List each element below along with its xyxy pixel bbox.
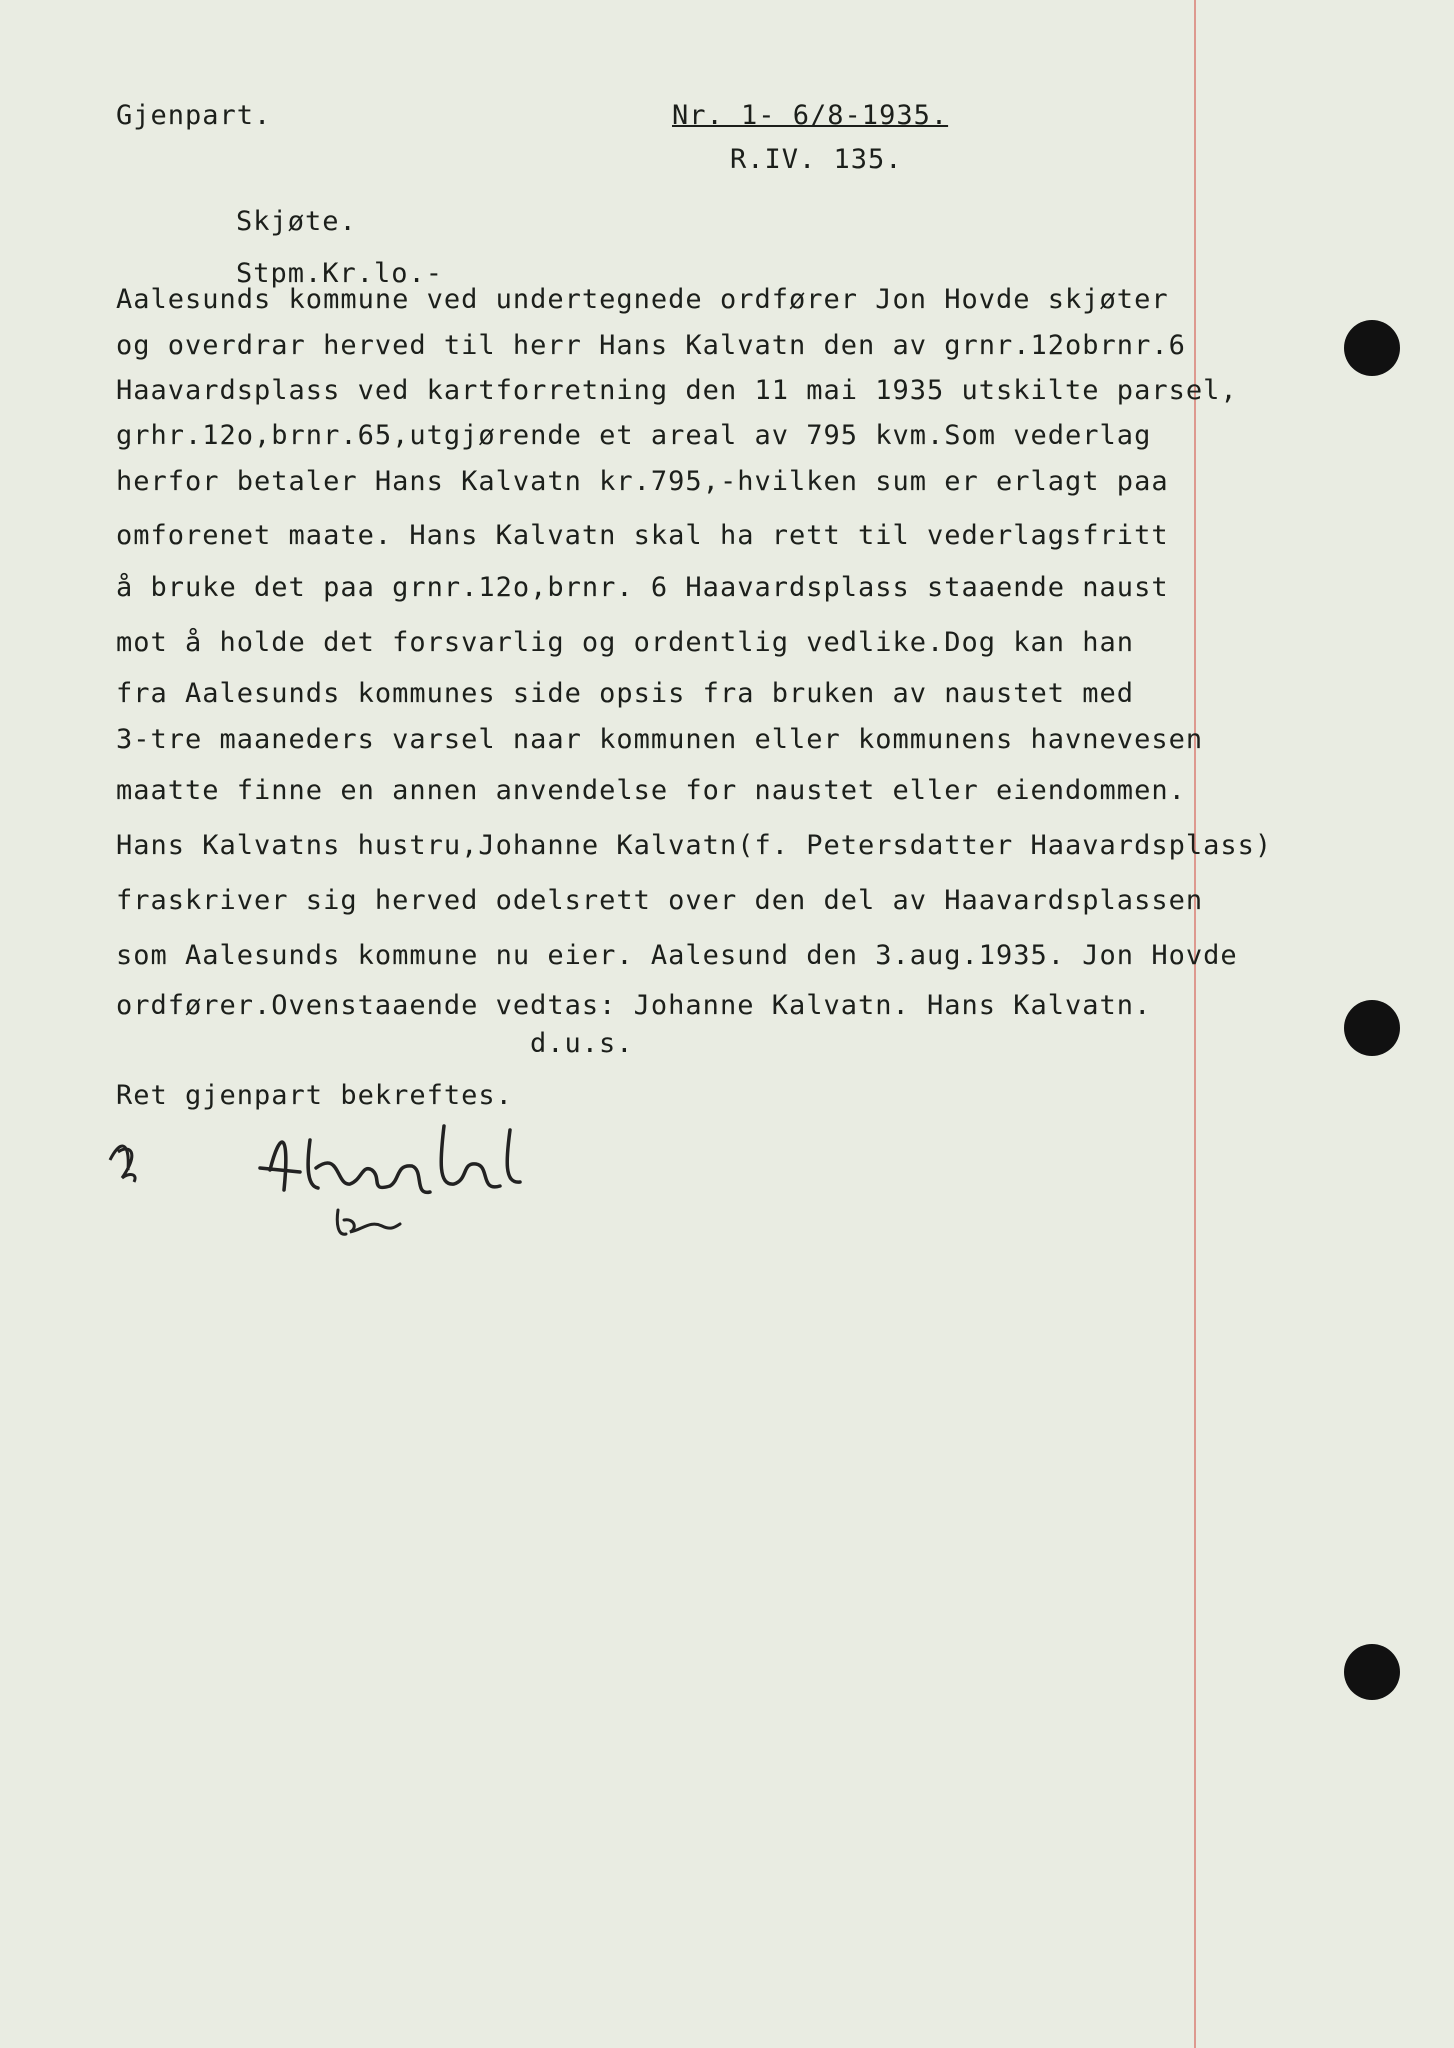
margin-rule xyxy=(1194,0,1196,2048)
body-line: Aalesunds kommune ved undertegnede ordfører Jon Hovde skjøter xyxy=(116,284,1169,315)
body-line: fraskriver sig herved odelsrett over den del av Haavardsplassen xyxy=(116,885,1204,916)
body-line: Haavardsplass ved kartforretning den 11 mai 1935 utskilte parsel, xyxy=(116,375,1238,406)
reference-number: Nr. 1- 6/8-1935. xyxy=(672,100,949,131)
body-line: fra Aalesunds kommunes side opsis fra bruken av naustet med xyxy=(116,678,1135,709)
body-line: som Aalesunds kommune nu eier. Aalesund den 3.aug.1935. Jon Hovde xyxy=(116,940,1238,971)
stamp-duty: Stpm.Kr.lo.- xyxy=(236,258,444,289)
punch-hole-middle xyxy=(1344,1000,1400,1056)
body-line: herfor betaler Hans Kalvatn kr.795,-hvilken sum er erlagt paa xyxy=(116,466,1169,497)
body-line: omforenet maate. Hans Kalvatn skal ha rett til vederlagsfritt xyxy=(116,520,1169,551)
copy-label: Gjenpart. xyxy=(116,100,272,131)
body-line: mot å holde det forsvarlig og ordentlig vedlike.Dog kan han xyxy=(116,627,1135,658)
body-line: Hans Kalvatns hustru,Johanne Kalvatn(f. Petersdatter Haavardsplass) xyxy=(116,830,1273,861)
body-line: å bruke det paa grnr.12o,brnr. 6 Haavardsplass staaende naust xyxy=(116,572,1169,603)
handwritten-signature xyxy=(100,1100,560,1240)
body-line: 3-tre maaneders varsel naar kommunen eller kommunens havnevesen xyxy=(116,724,1204,755)
body-line: grhr.12o,brnr.65,utgjørende et areal av 795 kvm.Som vederlag xyxy=(116,420,1152,451)
register-reference: R.IV. 135. xyxy=(730,144,903,175)
punch-hole-bottom xyxy=(1344,1644,1400,1700)
body-line: og overdrar herved til herr Hans Kalvatn den av grnr.12obrnr.6 xyxy=(116,330,1186,361)
body-line: ordfører.Ovenstaaende vedtas: Johanne Kalvatn. Hans Kalvatn. xyxy=(116,990,1152,1021)
punch-hole-top xyxy=(1344,320,1400,376)
body-line: maatte finne en annen anvendelse for naustet eller eiendommen. xyxy=(116,775,1186,806)
dus-mark: d.u.s. xyxy=(530,1028,634,1059)
certification-line: Ret gjenpart bekreftes. xyxy=(116,1080,513,1111)
document-title: Skjøte. xyxy=(236,206,357,237)
